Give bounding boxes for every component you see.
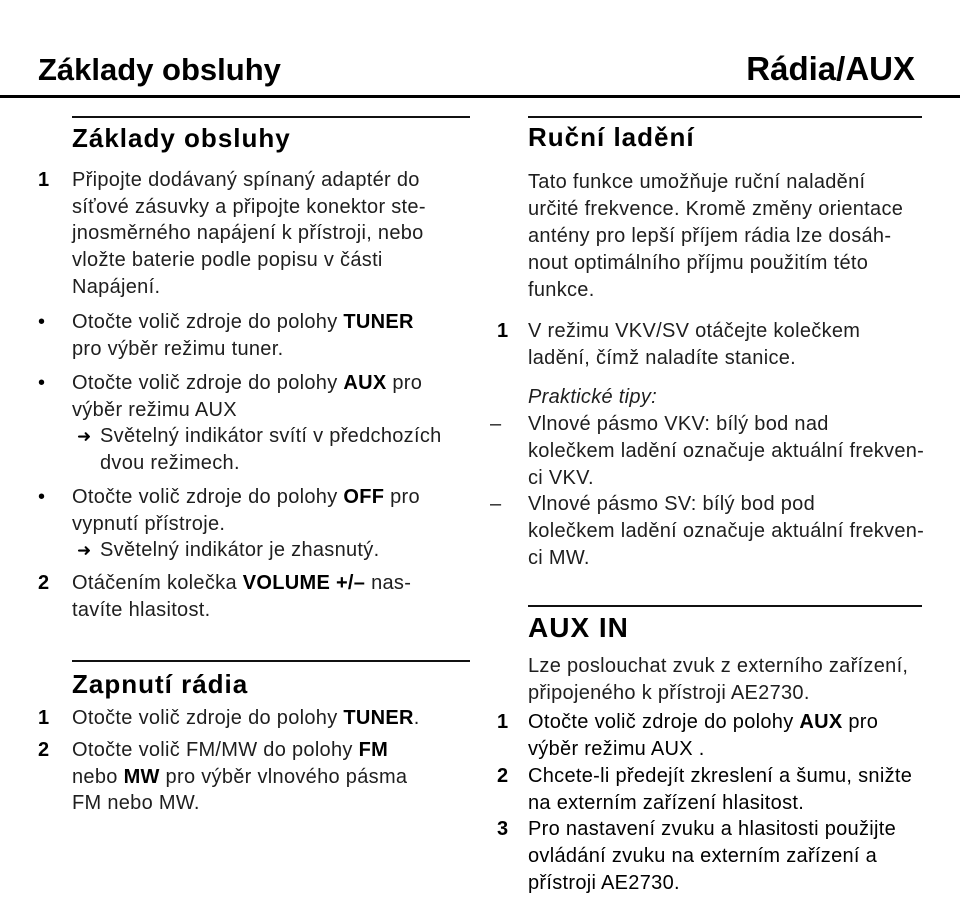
step-text-line: V režimu VKV/SV otáčejte kolečkem bbox=[528, 320, 861, 342]
step-number: 1 bbox=[497, 320, 509, 342]
radio-on-step-1 bbox=[38, 705, 420, 732]
aux-in-step-2 bbox=[497, 763, 913, 817]
page-header-left-title: Základy obsluhy bbox=[38, 52, 281, 87]
tip-text-line: Vlnové pásmo SV: bílý bod pod bbox=[528, 493, 816, 515]
band-label: FM bbox=[358, 739, 389, 761]
basics-bullet-tuner bbox=[38, 309, 414, 362]
result-text: Světelný indikátor je zhasnutý. bbox=[100, 539, 380, 562]
result-line bbox=[72, 537, 420, 564]
step-text-line: FM nebo MW. bbox=[72, 792, 200, 815]
text-segment: Otočte volič zdroje do polohy bbox=[72, 311, 344, 333]
bullet-marker: • bbox=[38, 372, 46, 394]
result-text: dvou režimech. bbox=[100, 452, 240, 475]
basics-bullet-aux bbox=[38, 370, 442, 477]
text-segment: pro bbox=[386, 372, 423, 394]
step-number: 1 bbox=[38, 707, 50, 729]
section-rule-basics bbox=[72, 116, 470, 118]
text-segment: Otočte volič zdroje do polohy bbox=[72, 372, 344, 394]
text-segment: nas- bbox=[365, 572, 412, 594]
tip-item bbox=[490, 491, 925, 572]
step-text-line: tavíte hlasitost. bbox=[72, 598, 211, 621]
step-text-line bbox=[72, 570, 411, 597]
step-text-line: Připojte dodávaný spínaný adaptér do bbox=[72, 169, 420, 191]
paragraph-line: připojeného k přístroji AE2730. bbox=[528, 682, 810, 704]
step-number: 2 bbox=[38, 739, 50, 761]
section-heading-basics: Základy obsluhy bbox=[72, 123, 291, 153]
tip-text-line: ci VKV. bbox=[528, 467, 594, 489]
paragraph-line: určité frekvence. Kromě změny orientace bbox=[528, 198, 904, 220]
page-header-right-title: Rádia/AUX bbox=[746, 50, 915, 87]
step-text-line: Chcete-li předejít zkreslení a šumu, snižte bbox=[528, 765, 913, 787]
text-segment: pro výběr vlnového pásma bbox=[159, 765, 408, 788]
section-heading-manual-tuning: Ruční ladění bbox=[528, 122, 695, 152]
manual-tuning-intro bbox=[528, 169, 903, 304]
step-number: 2 bbox=[38, 572, 50, 594]
step-number: 2 bbox=[497, 765, 509, 787]
step-text-line: přístroji AE2730. bbox=[528, 871, 680, 894]
step-text-line bbox=[72, 737, 407, 764]
bullet-text-line: pro výběr režimu tuner. bbox=[72, 337, 284, 360]
arrow-right-icon bbox=[77, 537, 92, 565]
tip-item bbox=[490, 411, 925, 492]
basics-step-2 bbox=[38, 570, 412, 623]
text-segment: Otočte volič zdroje do polohy bbox=[72, 707, 344, 729]
text-segment: Otočte volič zdroje do polohy bbox=[72, 486, 344, 508]
paragraph-line: nout optimálního příjmu použitím této bbox=[528, 252, 869, 274]
arrow-right-icon bbox=[77, 423, 92, 451]
step-text-line bbox=[72, 764, 407, 791]
bullet-marker: • bbox=[38, 311, 46, 333]
control-label: VOLUME +/– bbox=[242, 572, 366, 594]
paragraph-line: Tato funkce umožňuje ruční naladění bbox=[528, 171, 866, 193]
text-segment: Otočte volič zdroje do polohy bbox=[528, 711, 800, 733]
result-text: Světelný indikátor svítí v předchozích bbox=[100, 425, 442, 448]
section-heading-aux-in: AUX IN bbox=[528, 612, 629, 643]
bullet-text-line bbox=[72, 484, 420, 511]
step-text-line: vložte baterie podle popisu v části bbox=[72, 249, 383, 272]
result-line bbox=[72, 450, 442, 477]
bullet-text-line: výběr režimu AUX bbox=[72, 398, 237, 421]
step-text-line: jnosměrného napájení k přístroji, nebo bbox=[72, 222, 424, 245]
paragraph-line: funkce. bbox=[528, 279, 595, 301]
step-text-line: ovládání zvuku na externím zařízení a bbox=[528, 844, 878, 867]
bullet-text-line: vypnutí přístroje. bbox=[72, 512, 226, 535]
switch-position-label: AUX bbox=[343, 372, 387, 394]
step-number: 1 bbox=[38, 169, 50, 191]
aux-in-intro bbox=[528, 653, 908, 707]
header-rule bbox=[0, 95, 960, 98]
text-segment: pro bbox=[842, 711, 879, 733]
step-text-line: Pro nastavení zvuku a hlasitosti použijte bbox=[528, 818, 897, 840]
tip-text-line: kolečkem ladění označuje aktuální frekven- bbox=[528, 520, 925, 542]
tips-title: Praktické tipy: bbox=[528, 386, 657, 408]
tip-text-line: ci MW. bbox=[528, 547, 590, 569]
band-label: MW bbox=[123, 765, 160, 788]
step-text-line: ladění, čímž naladíte stanice. bbox=[528, 347, 797, 369]
bullet-text-line bbox=[72, 370, 442, 397]
bullet-text-line bbox=[72, 309, 414, 336]
section-rule-manual-tuning bbox=[528, 116, 922, 118]
switch-position-label: TUNER bbox=[343, 311, 414, 333]
tip-text-line: Vlnové pásmo VKV: bílý bod nad bbox=[528, 413, 829, 435]
switch-position-label: TUNER bbox=[343, 707, 414, 729]
manual-tuning-step-1 bbox=[497, 318, 861, 372]
aux-in-step-3 bbox=[497, 816, 897, 896]
text-segment: Otočte volič FM/MW do polohy bbox=[72, 739, 359, 761]
switch-position-label: AUX bbox=[799, 711, 843, 733]
section-heading-radio-on: Zapnutí rádia bbox=[72, 669, 249, 699]
paragraph-line: antény pro lepší příjem rádia lze dosáh- bbox=[528, 225, 892, 247]
step-text-line: výběr režimu AUX . bbox=[528, 738, 705, 760]
step-text-line: síťové zásuvky a připojte konektor ste- bbox=[72, 195, 426, 218]
text-segment: Otáčením kolečka bbox=[72, 572, 243, 594]
tip-text-line: kolečkem ladění označuje aktuální frekven- bbox=[528, 440, 925, 462]
step-text-line: Napájení. bbox=[72, 275, 161, 298]
basics-step-1 bbox=[38, 167, 426, 301]
section-rule-radio-on bbox=[72, 660, 470, 662]
result-line bbox=[72, 423, 442, 450]
step-number: 3 bbox=[497, 818, 509, 840]
step-text-line bbox=[528, 709, 878, 736]
text-segment: . bbox=[413, 707, 420, 729]
radio-on-step-2 bbox=[38, 737, 408, 817]
step-text-line: na externím zařízení hlasitost. bbox=[528, 792, 805, 814]
step-text-line bbox=[72, 705, 420, 732]
dash-marker: – bbox=[490, 493, 502, 515]
paragraph-line: Lze poslouchat zvuk z externího zařízení, bbox=[528, 655, 909, 677]
aux-in-step-1 bbox=[497, 709, 879, 763]
basics-bullet-off bbox=[38, 484, 420, 564]
section-rule-aux-in bbox=[528, 605, 922, 607]
bullet-marker: • bbox=[38, 486, 46, 508]
text-segment: pro bbox=[384, 486, 420, 508]
step-number: 1 bbox=[497, 711, 509, 733]
switch-position-label: OFF bbox=[343, 486, 385, 508]
dash-marker: – bbox=[490, 413, 502, 435]
text-segment: nebo bbox=[72, 765, 124, 788]
